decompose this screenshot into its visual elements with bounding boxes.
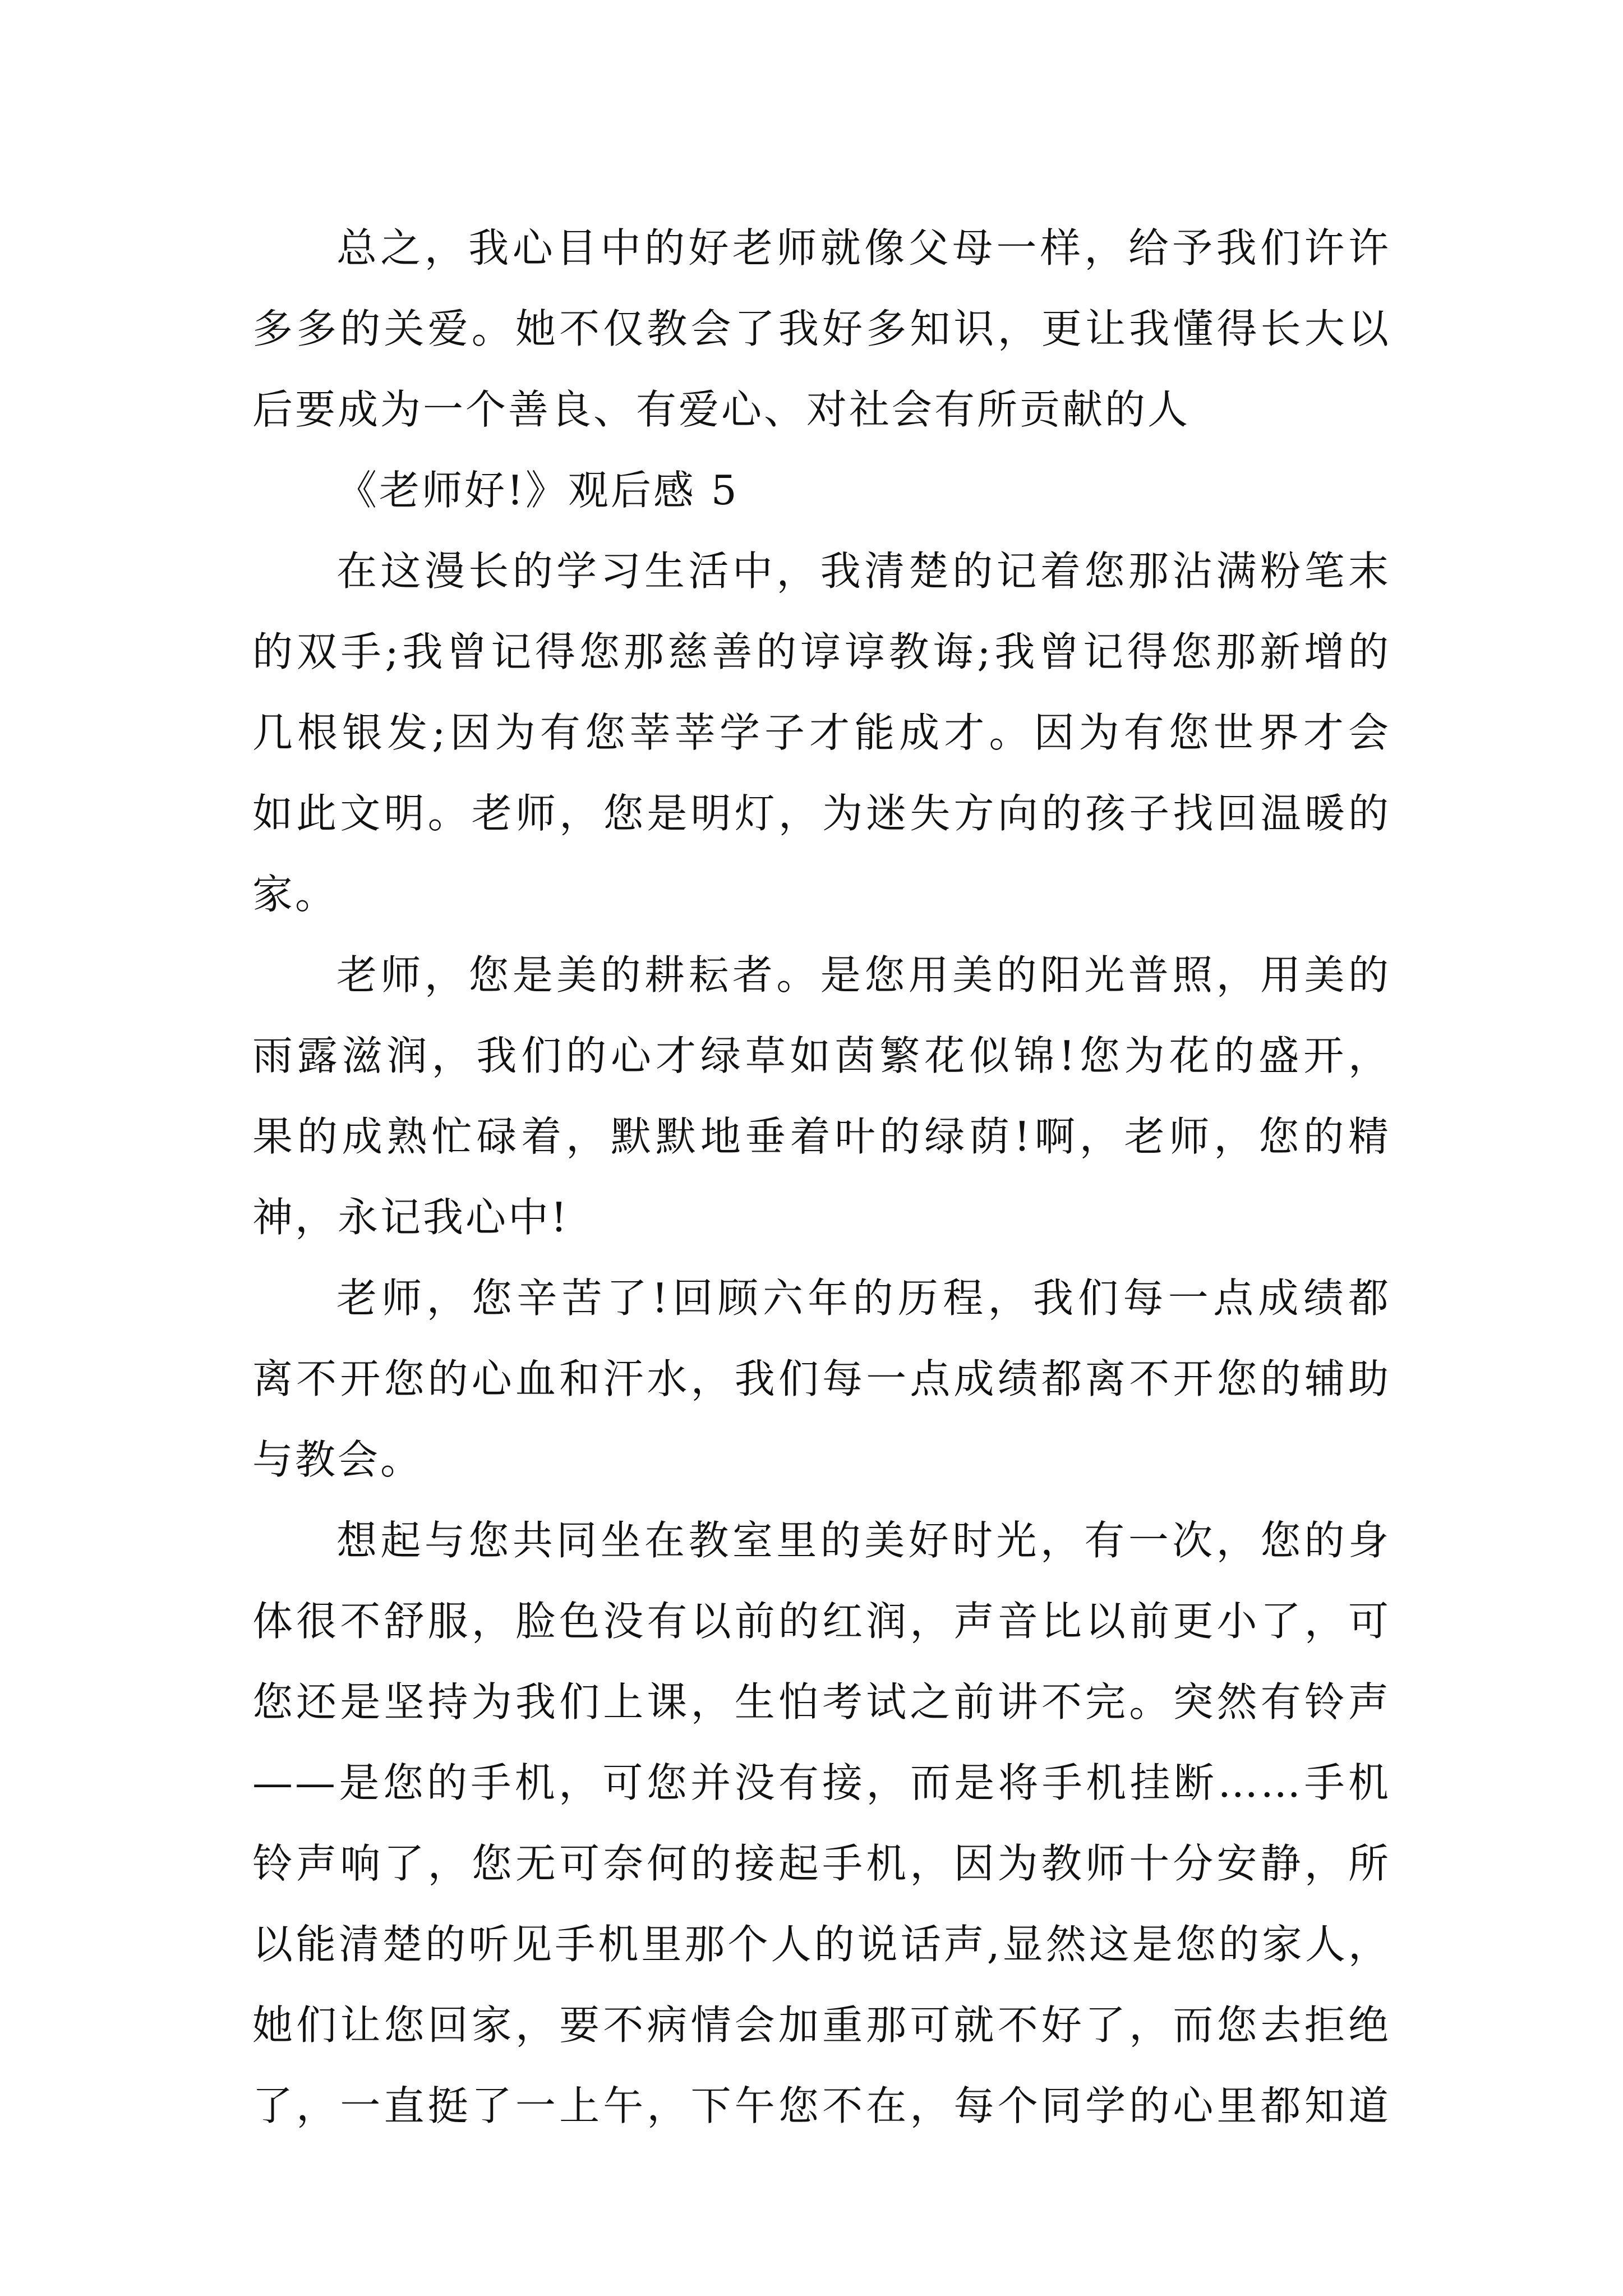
text-line: 她们让您回家，要不病情会加重那可就不好了，而您去拒绝 — [252, 2001, 1391, 2049]
document-body — [252, 208, 1391, 2146]
text-line: 与教会。 — [252, 1436, 423, 1483]
text-line: 《老师好!》观后感 5 — [336, 467, 739, 514]
text-line: 在这漫长的学习生活中，我清楚的记着您那沾满粉笔末 — [336, 547, 1391, 595]
text-line: 的双手;我曾记得您那慈善的谆谆教诲;我曾记得您那新增的 — [252, 628, 1391, 675]
text-line: 了，一直挺了一上午，下午您不在，每个同学的心里都知道 — [252, 2082, 1391, 2129]
text-line: 铃声响了，您无可奈何的接起手机，因为教师十分安静，所 — [252, 1840, 1391, 1887]
text-line: 体很不舒服，脸色没有以前的红润，声音比以前更小了，可 — [252, 1598, 1391, 1645]
text-line: 如此文明。老师，您是明灯，为迷失方向的孩子找回温暖的 — [252, 790, 1391, 837]
text-line: 果的成熟忙碌着，默默地垂着叶的绿荫!啊，老师，您的精 — [252, 1113, 1391, 1160]
text-line: 总之，我心目中的好老师就像父母一样，给予我们许许 — [336, 224, 1391, 272]
text-line: 老师，您辛苦了!回顾六年的历程，我们每一点成绩都 — [336, 1274, 1391, 1322]
text-line: 想起与您共同坐在教室里的美好时光，有一次，您的身 — [336, 1517, 1391, 1564]
text-line: 家。 — [252, 871, 338, 918]
text-line: 神，永记我心中! — [252, 1194, 569, 1241]
text-line: 多多的关爱。她不仅教会了我好多知识，更让我懂得长大以 — [252, 305, 1391, 352]
text-line: 雨露滋润，我们的心才绿草如茵繁花似锦!您为花的盛开， — [252, 1032, 1391, 1079]
text-line: 老师，您是美的耕耘者。是您用美的阳光普照，用美的 — [336, 951, 1391, 999]
text-line: 您还是坚持为我们上课，生怕考试之前讲不完。突然有铃声 — [252, 1678, 1391, 1726]
text-line: 以能清楚的听见手机里那个人的说话声,显然这是您的家人， — [252, 1921, 1391, 1968]
text-line: 后要成为一个善良、有爱心、对社会有所贡献的人 — [252, 386, 1191, 433]
text-line: 几根银发;因为有您莘莘学子才能成才。因为有您世界才会 — [252, 709, 1391, 756]
text-line: 离不开您的心血和汗水，我们每一点成绩都离不开您的辅助 — [252, 1355, 1391, 1402]
text-line: ——是您的手机，可您并没有接，而是将手机挂断……手机 — [252, 1759, 1391, 1806]
